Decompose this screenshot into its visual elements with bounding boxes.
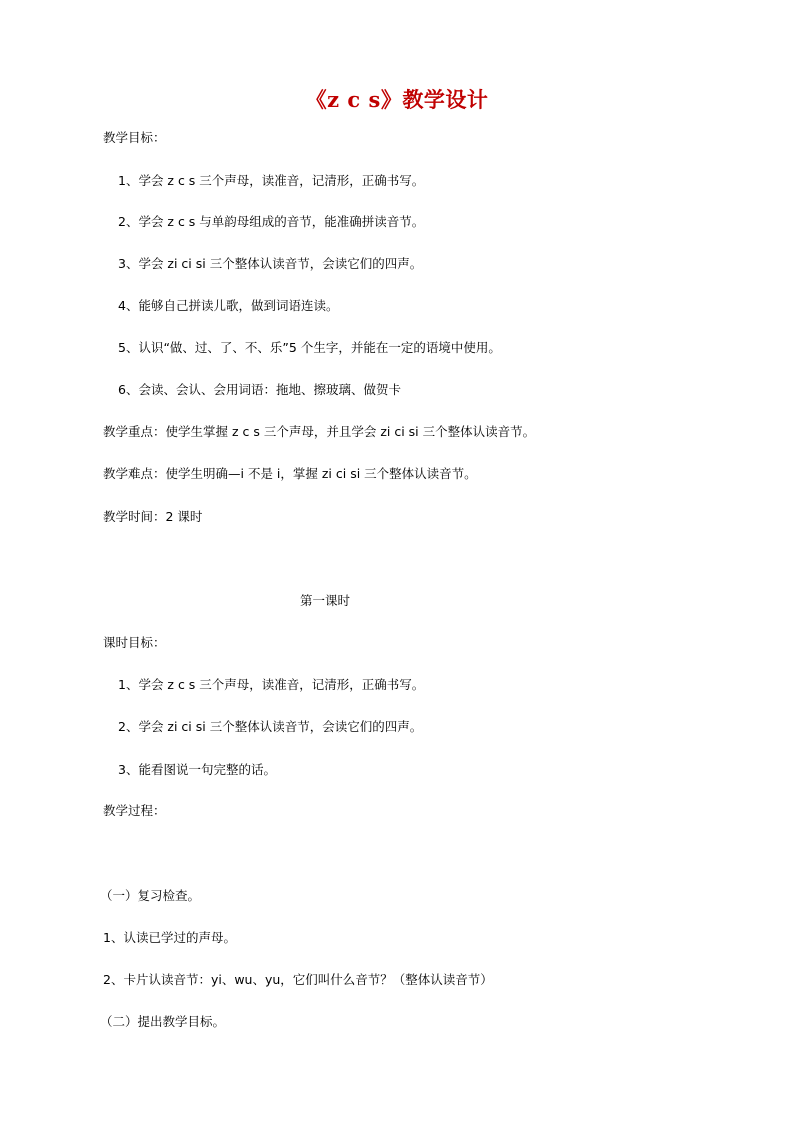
- process-substep-2: 2、卡片认读音节：yi、wu、yu，它们叫什么音节？（整体认读音节）: [103, 972, 493, 987]
- lesson-one-heading: 第一课时: [300, 593, 351, 608]
- teaching-time: 教学时间：2 课时: [103, 509, 203, 524]
- process-substep-1: 1、认读已学过的声母。: [103, 930, 236, 945]
- process-step-review: （一）复习检查。: [100, 888, 201, 903]
- section-heading-goals: 教学目标：: [103, 130, 166, 145]
- lesson-goals-heading: 课时目标：: [103, 635, 166, 650]
- process-step-goals: （二）提出教学目标。: [100, 1014, 226, 1029]
- document-title: 《z c s》教学设计: [305, 87, 489, 112]
- lesson-goal-item-3: 3、能看图说一句完整的话。: [118, 762, 276, 777]
- teaching-difficulty: 教学难点：使学生明确—i 不是 i，掌握 zi ci si 三个整体认读音节。: [103, 466, 477, 481]
- lesson-goal-item-1: 1、学会 z c s 三个声母，读准音，记清形，正确书写。: [118, 677, 425, 692]
- goal-item-3: 3、学会 zi ci si 三个整体认读音节，会读它们的四声。: [118, 256, 423, 271]
- goal-item-5: 5、认识“做、过、了、不、乐”5 个生字，并能在一定的语境中使用。: [118, 340, 501, 355]
- process-heading: 教学过程：: [103, 803, 166, 818]
- goal-item-1: 1、学会 z c s 三个声母，读准音，记清形，正确书写。: [118, 173, 425, 188]
- lesson-goal-item-2: 2、学会 zi ci si 三个整体认读音节，会读它们的四声。: [118, 719, 423, 734]
- teaching-focus: 教学重点：使学生掌握 z c s 三个声母，并且学会 zi ci si 三个整体认读音节。: [103, 424, 536, 439]
- goal-item-4: 4、能够自己拼读儿歌，做到词语连读。: [118, 298, 339, 313]
- goal-item-2: 2、学会 z c s 与单韵母组成的音节，能准确拼读音节。: [118, 214, 425, 229]
- goal-item-6: 6、会读、会认、会用词语：拖地、擦玻璃、做贺卡: [118, 382, 401, 397]
